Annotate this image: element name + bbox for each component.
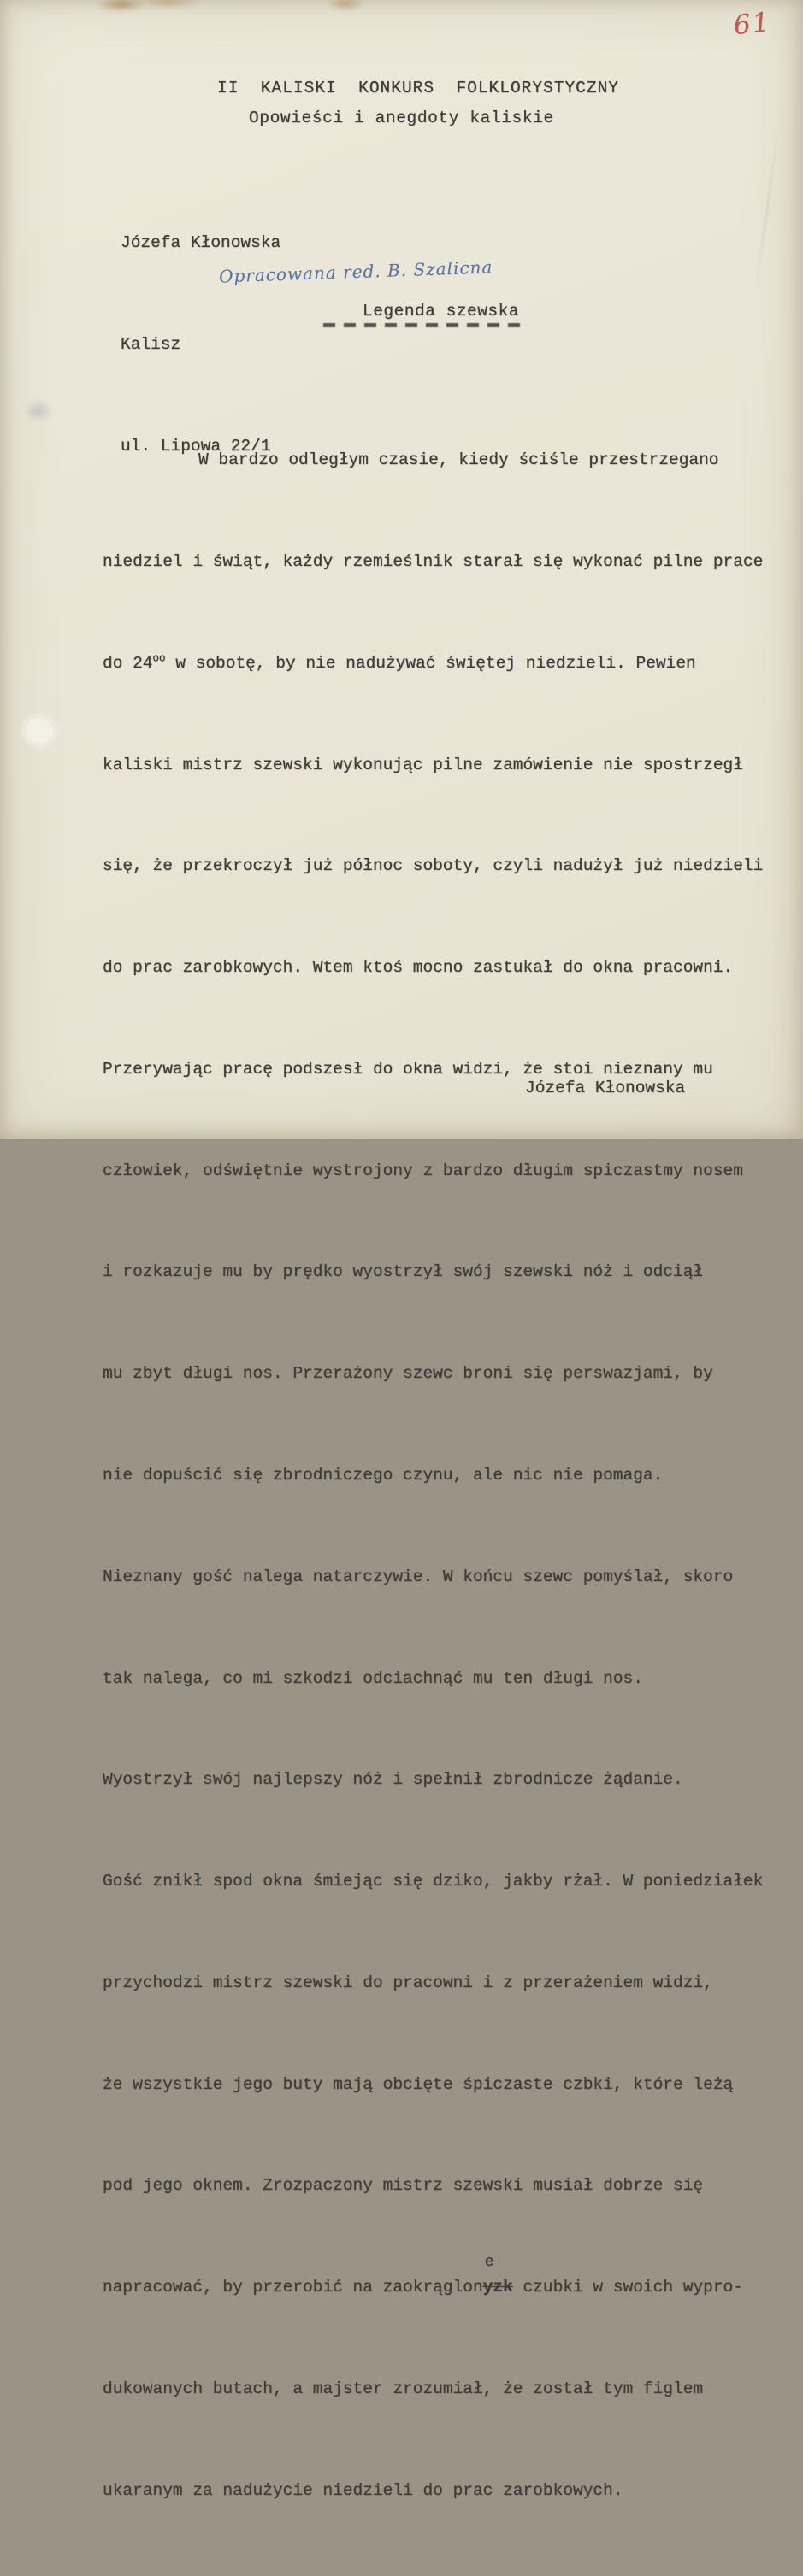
body-line: przychodzi mistrz szewski do pracowni i z przerażeniem widzi, (103, 1973, 713, 1992)
paper-stain (135, 0, 202, 9)
body-line: do prac zarobkowych. Wtem ktoś mocno zastukał do okna pracowni. (103, 958, 734, 978)
body-line: się, że przekroczył już północ soboty, czyli nadużył już niedzieli (103, 856, 764, 876)
author-name: Józefa Kłonowska (121, 233, 281, 253)
body-line: i rozkazuje mu by prędko wyostrzył swój szewski nóż i odciął (103, 1262, 704, 1282)
handwritten-note: Opracowana red. B. Szalicna (218, 256, 493, 287)
typed-correction (482, 2254, 513, 2305)
document-header-line1: II KALISKI KONKURS FOLKLORYSTYCZNY (217, 79, 619, 97)
correction-letter-above: e (484, 2254, 494, 2272)
body-line: niedziel i świąt, każdy rzemieślnik starał się wykonać pilne prace (103, 551, 764, 571)
ink-smudge (24, 400, 53, 422)
paper-crease (755, 129, 779, 290)
body-line: Wyostrzył swój najlepszy nóż i spełnił zbrodnicze żądanie. (103, 1770, 683, 1790)
story-body (103, 376, 791, 2576)
body-line: napracować, by przerobić na zaokrąglon e yzk czubki w swoich wypro- (103, 2271, 791, 2305)
body-line: tak nalega, co mi szkodzi odciachnąć mu ten długi nos. (103, 1668, 643, 1688)
document-header-line2: Opowieści i anegdoty kaliskie (249, 109, 554, 127)
body-line: człowiek, odświętnie wystrojony z bardzo długim spiczastmy nosem (103, 1161, 743, 1180)
story-title: Legenda szewska (363, 302, 520, 321)
body-line: Gość znikł spod okna śmiejąc się dziko, jakby rżał. W poniedziałek (103, 1872, 764, 1891)
title-dashed-underline (323, 323, 527, 327)
body-line: W bardzo odległym czasie, kiedy ściśle przestrzegano (198, 450, 719, 470)
body-line: Przerywając pracę podszesł do okna widzi, że stoi nieznany mu (103, 1059, 713, 1079)
hole-punch (24, 716, 55, 745)
body-line: że wszystkie jego buty mają obcięte śpiczaste czbki, które leżą (103, 2074, 734, 2094)
body-line: Nieznany gość nalega natarczywie. W końcu szewc pomyślał, skoro (103, 1567, 734, 1586)
author-address: ul. Lipowa 22/1 (121, 436, 271, 456)
paper-stain (327, 0, 364, 11)
body-line: ukaranym za nadużycie niedzieli do prac zarobkowych. (103, 2480, 623, 2500)
signature: Józefa Kłonowska (525, 1079, 686, 1097)
author-city: Kalisz (121, 334, 181, 354)
body-line: mu zbyt długi nos. Przerażony szewc broni się perswazjami, by (103, 1364, 713, 1384)
body-line: do $24^{oo}$ w sobotę, by nie nadużywać świętej niedzieli. Pewien (103, 652, 696, 673)
page-number: 61 (732, 6, 773, 42)
body-line: pod jego oknem. Zrozpaczony mistrz szewski musiał dobrze się (103, 2176, 704, 2196)
body-line: dukowanych butach, a majster zrozumiał, że został tym figlem (103, 2379, 704, 2399)
superscript-hours: oo (152, 652, 166, 665)
struck-out-text: yzk (482, 2278, 513, 2297)
body-line: kaliski mistrz szewski wykonując pilne zamówienie nie spostrzegł (103, 755, 743, 774)
body-line: nie dopuścić się zbrodniczego czynu, ale nic nie pomaga. (103, 1466, 664, 1485)
